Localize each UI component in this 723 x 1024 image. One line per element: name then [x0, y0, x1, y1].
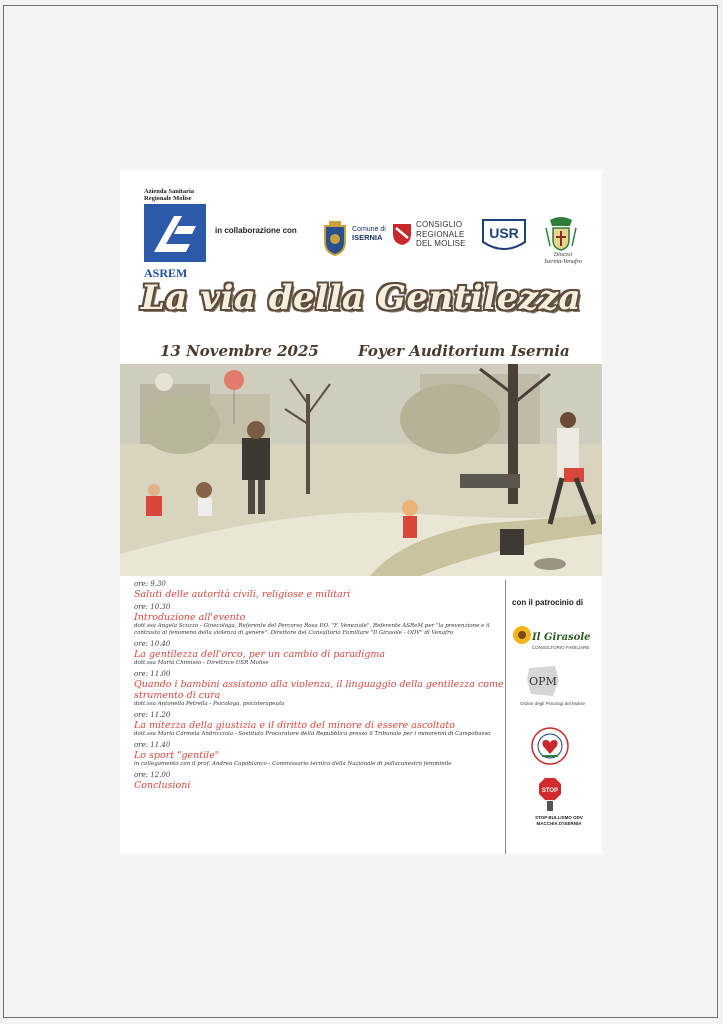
comune-isernia-crest-icon — [320, 220, 350, 256]
usr-logo-icon — [481, 216, 527, 256]
program-title: La mitezza della giustizia e il diritto del minore di essere ascoltato — [134, 720, 455, 731]
event-poster — [120, 170, 602, 854]
consiglio-line1: CONSIGLIO — [416, 220, 463, 229]
diocesi-emblem-icon — [544, 216, 578, 252]
sunflower-icon — [512, 625, 532, 645]
program-item — [134, 580, 504, 600]
program-list — [134, 580, 504, 794]
program-time: ore: 11.40 — [134, 741, 171, 749]
girasole-label: Il Girasole — [532, 632, 591, 643]
program-time: ore: 12.00 — [134, 771, 171, 779]
asrem-name: ASREM — [144, 266, 188, 280]
stop-bullismo-icon — [538, 777, 562, 813]
association-seal-icon — [530, 726, 570, 766]
comune-label-line1: Comune di — [352, 226, 386, 233]
column-divider — [505, 580, 506, 854]
program-time: ore: 9.30 — [134, 580, 166, 588]
program-description: dott.ssa Maria Chimisso - Direttrice USR Molise — [134, 660, 269, 666]
consiglio-line3: DEL MOLISE — [416, 239, 466, 248]
stop-sign-text: STOP — [541, 788, 559, 794]
stop-line1: STOP BULLISMO ODV — [535, 815, 583, 820]
program-title: Conclusioni — [134, 780, 191, 791]
usr-logo-text: USR — [489, 225, 519, 241]
consiglio-line2: REGIONALE — [416, 229, 465, 239]
program-item — [134, 711, 504, 738]
diocesi-line1: Diocesi — [553, 252, 573, 258]
event-venue: Foyer Auditorium Isernia — [358, 342, 570, 360]
program-time: ore: 10.40 — [134, 640, 171, 648]
program-item — [134, 771, 504, 791]
asrem-logo-icon — [144, 204, 206, 262]
opm-logo-icon — [525, 664, 561, 698]
collab-text: in collaborazione con — [215, 226, 297, 235]
program-description: dott.ssa Angela Scuzzo - Ginecologa, Referente del Percorso Rosa P.O. "F. Veneziale", Referente ASReM per "la prevenzione e il contrasto al fenomeno della violenza di genere". Direttore del Consultorio Familiare "Il Girasole - ODV" di Venafro — [134, 623, 490, 636]
program-time: ore: 11.00 — [134, 670, 171, 678]
program-time: ore: 10.30 — [134, 603, 171, 611]
program-title: Introduzione all'evento — [134, 612, 246, 623]
program-title: La gentilezza dell'orco, per un cambio di paradigma — [134, 649, 386, 660]
program-item — [134, 670, 504, 708]
stop-bullismo-label — [525, 815, 593, 827]
asrem-org-name: Azienda Sanitaria Regionale Molise — [144, 188, 195, 202]
event-date: 13 Novembre 2025 — [160, 342, 319, 360]
patrocinio-title: con il patrocinio di — [512, 598, 584, 607]
consiglio-regionale-shield-icon — [392, 222, 412, 246]
consiglio-regionale-label — [416, 220, 466, 249]
asrem-logo-block — [144, 188, 210, 281]
program-title: Saluti delle autorità civili, religiose e militari — [134, 589, 351, 600]
event-title: La via della Gentilezza — [140, 278, 582, 318]
program-item — [134, 640, 504, 667]
program-description: dott.ssa Antonella Petrella - Psicologa, psicoterapeuta — [134, 701, 285, 707]
diocesi-line2: Isernia-Venafro — [544, 259, 582, 265]
girasole-sublabel: CONSULTORIO FAMILIARE — [532, 645, 590, 650]
diocesi-label — [538, 252, 588, 266]
program-title: Lo sport "gentile" — [134, 750, 220, 761]
program-item — [134, 603, 504, 637]
program-description: dott.ssa Maria Carmela Andricciola - Sostituto Procuratore della Repubblica presso il Tribunale per i minorenni di Campobasso — [134, 731, 491, 737]
program-title: Quando i bambini assistono alla violenza, il linguaggio della gentilezza come strumento di cura — [134, 679, 504, 701]
program-description: in collegamento con il prof. Andrea Capobianco - Commissario tecnico della Nazionale di pallacanestro femminile — [134, 761, 452, 767]
program-time: ore: 11.20 — [134, 711, 171, 719]
comune-label-line2: ISERNIA — [352, 233, 383, 242]
program-item — [134, 741, 504, 768]
comune-isernia-label — [352, 226, 386, 243]
park-illustration — [120, 364, 602, 576]
stop-line2: MACCHIA D'ISERNIA — [536, 821, 582, 826]
opm-sublabel: Ordine degli Psicologi del Molise — [520, 701, 586, 706]
opm-logo-text: OPM — [529, 675, 557, 688]
